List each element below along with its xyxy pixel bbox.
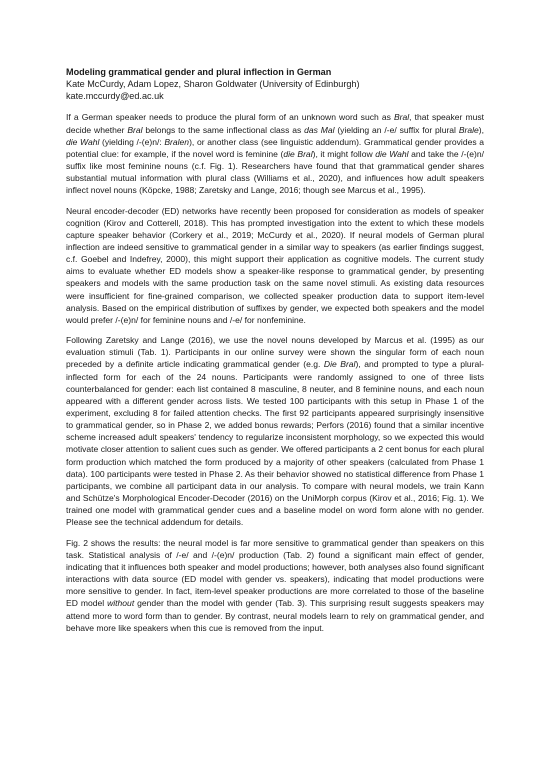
paper-title: Modeling grammatical gender and plural inflection in German (66, 67, 332, 77)
text-run: Following Zaretsky and Lange (2016), we use the novel nouns developed by Marcus et al. (1995) as our evaluation stimuli (Tab. 1). Participants in our online survey were shown the singular form of each noun preceded by a definite article indicating grammatical gender (e.g. (66, 335, 484, 370)
text-run: ), or another class (see linguistic addendum). Grammatical gender provides a potential clue: for example, if the novel word is feminine ( (66, 136, 485, 159)
emphasis: without (107, 598, 135, 609)
text-run: ), it might follow (312, 148, 376, 159)
paragraph-method (66, 334, 484, 529)
text-run: and take the /-(e)n/ suffix like most feminine nouns (c.f. Fig. 1). Researchers have found that that grammatical gender shares substantial mutual information with plural class (Williams et al., 2020), and influences how adult speakers inflect novel nouns (Köpcke, 1988; Zaretsky and Lange, 2016; though see Marcus et al., 1995). (66, 148, 485, 196)
text-run: belongs to the same inflectional class as (142, 124, 305, 135)
example-word: die Wahl (66, 136, 100, 147)
example-word: Die Bral (323, 359, 356, 370)
text-run: gender than the model with gender (Tab. 3). This surprising result suggests speakers may attend more to word form than to gender. By contrast, neural models learn to rely on grammatical gender, and behave more like speakers when this cue is removed from the input. (66, 598, 485, 633)
example-word: die Bral (283, 148, 313, 159)
paragraph-results (66, 537, 484, 634)
text-run: Fig. 2 shows the results: the neural model is far more sensitive to grammatical gender than speakers on this task. Statistical analysis of /-e/ and /-(e)n/ production (Tab. 2) found a significant main effect of gender, indicating that it influences both speaker and model productions; however, both analyses also found significant interactions with data source (ED model with gender vs. speakers), indicating that model productions were more sensitive to gender. In fact, item-level speaker productions are more correlated to those of the baseline ED model (66, 537, 484, 609)
example-word: die Wahl (375, 148, 409, 159)
text-run: (yielding /-(e)n/: (99, 136, 165, 147)
paragraph-motivation: Neural encoder-decoder (ED) networks have recently been proposed for consideration as models of speaker cognition (Kirov and Cotterell, 2018). This has prompted investigation into the extent to which these models capture speaker behavior (Corkery et al., 2019; McCurdy et al., 2020). If neural models of German plural inflection are indeed sensitive to grammatical gender in a similar way to speakers (as earlier findings suggest, c.f. Goebel and Indefrey, 2000), this might support their application as cognitive models. The current study aims to evaluate whether ED models show a speaker-like response to grammatical gender, by presenting speakers and models with the same production task on the same novel stimuli. As existing data resources were insufficient for fine-grained comparison, we collected speaker production data to support item-level analysis. Based on the empirical distribution of suffixes by gender, we expected both speakers and the model would prefer /-(e)n/ for feminine nouns and /-e/ for nonfeminine. (66, 205, 484, 325)
text-run: If a German speaker needs to produce the plural form of an unknown word such as (66, 112, 394, 123)
text-run: ), and prompted to type a plural-inflected form for each of the 24 nouns. Participants were randomly assigned to one of three lists counterbalanced for gender: each list contained 8 masculine, 8 neuter, and 8 feminine nouns, and each noun appeared with a different gender across lists. We tested 100 participants with this setup in Phase 1 of the experiment, excluding 8 for failed attention checks. The first 92 participants appeared surprisingly insensitive to grammatical gender, so in Phase 2, we added bonus rewards; Perfors (2016) found that a similar incentive scheme increased adult speakers' tendency to regularize inconsistent morphology, so we expected this would motivate closer attention to salient cues such as gender. We offered participants a 2 cent bonus for each plural form production which matched the form produced by a majority of other speakers (calculated from Phase 1 data). 100 participants were tested in Phase 2. As their behavior showed no statistical difference from Phase 1 participants, we combine all participant data in our analysis. To compare with neural models, we train Kann and Schütze's Morphological Encoder-Decoder (2016) on the UniMorph corpus (Kirov et al., 2016; Fig. 1). We trained one model with grammatical gender cues and a baseline model on word form alone with no gender. Please see the technical addendum for details. (66, 359, 485, 528)
example-word: Brale (458, 124, 479, 135)
example-word: Bralen (164, 136, 190, 147)
example-word: Bral (127, 124, 143, 135)
author-list: Kate McCurdy, Adam Lopez, Sharon Goldwater (University of Edinburgh) (66, 79, 360, 89)
text-run: (yielding an /-e/ suffix for plural (334, 124, 459, 135)
paragraph-introduction (66, 111, 484, 196)
abstract-body (66, 66, 484, 634)
example-word: das Mal (304, 124, 335, 135)
text-run: ), (478, 124, 484, 135)
example-word: Bral (393, 112, 410, 123)
text-run: , that speaker must decide whether (66, 112, 484, 135)
contact-email: kate.mccurdy@ed.ac.uk (66, 91, 164, 102)
